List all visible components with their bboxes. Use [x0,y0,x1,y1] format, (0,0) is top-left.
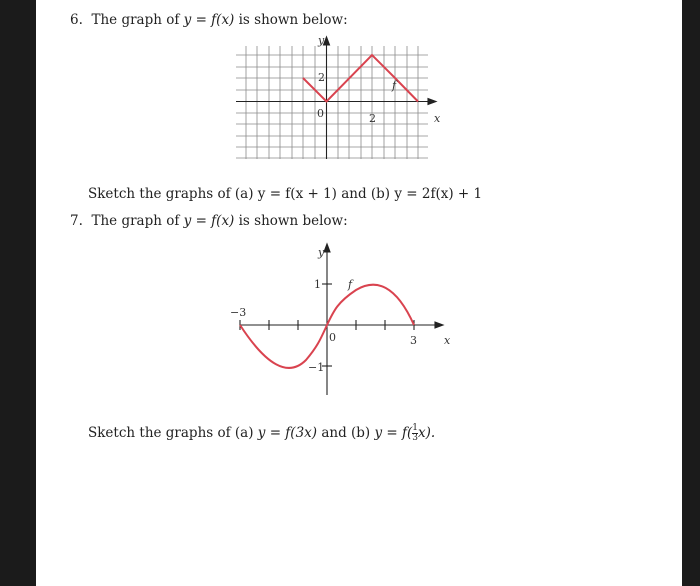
x-tick-3-label: 3 [410,334,417,347]
graph-7-axes [240,244,443,395]
x-axis-label: x [434,112,441,125]
origin-label: 0 [317,107,324,120]
equation: y = f(3x) [257,425,318,441]
y-tick-2-label: 2 [318,71,325,84]
right-border [682,0,700,586]
problem-number: 7. [70,213,83,229]
problem-7-sketch-instruction [88,424,435,443]
equation: y = f(x) [183,213,235,229]
y-axis-label: y [318,246,325,259]
graph-7 [226,240,456,400]
problem-number: 6. [70,12,83,28]
problem-text: is shown below: [234,213,348,229]
fraction-denominator: 3 [412,433,419,443]
equation: y = f( [374,425,413,441]
curve-label-f: f [348,278,353,291]
y-axis-label: y [318,34,325,47]
x-axis-label: x [444,334,451,347]
y-tick-1-label: 1 [314,278,321,291]
problem-6-statement [70,12,348,28]
x-tick-2-label: 2 [369,112,376,125]
problem-6-sketch-instruction: Sketch the graphs of (a) y = f(x + 1) and (b) y = 2f(x) + 1 [88,186,483,202]
fraction-numerator: 1 [412,423,419,433]
x-tick-neg3-label: −3 [230,306,247,319]
problem-7-statement [70,213,348,229]
origin-label: 0 [329,331,336,344]
problem-text: is shown below: [234,12,348,28]
y-tick-neg1-label: −1 [308,361,325,374]
sketch-text: Sketch the graphs of (a) [88,425,258,441]
left-border [0,0,36,586]
worksheet-page [36,0,682,586]
graph-6-grid [236,46,428,159]
graph-6 [236,34,446,164]
curve-label-f: f [392,79,397,92]
problem-text: The graph of [91,213,184,229]
equation: y = f(x) [183,12,235,28]
equation: x). [418,425,436,441]
sketch-text: and (b) [317,425,375,441]
problem-text: The graph of [91,12,184,28]
